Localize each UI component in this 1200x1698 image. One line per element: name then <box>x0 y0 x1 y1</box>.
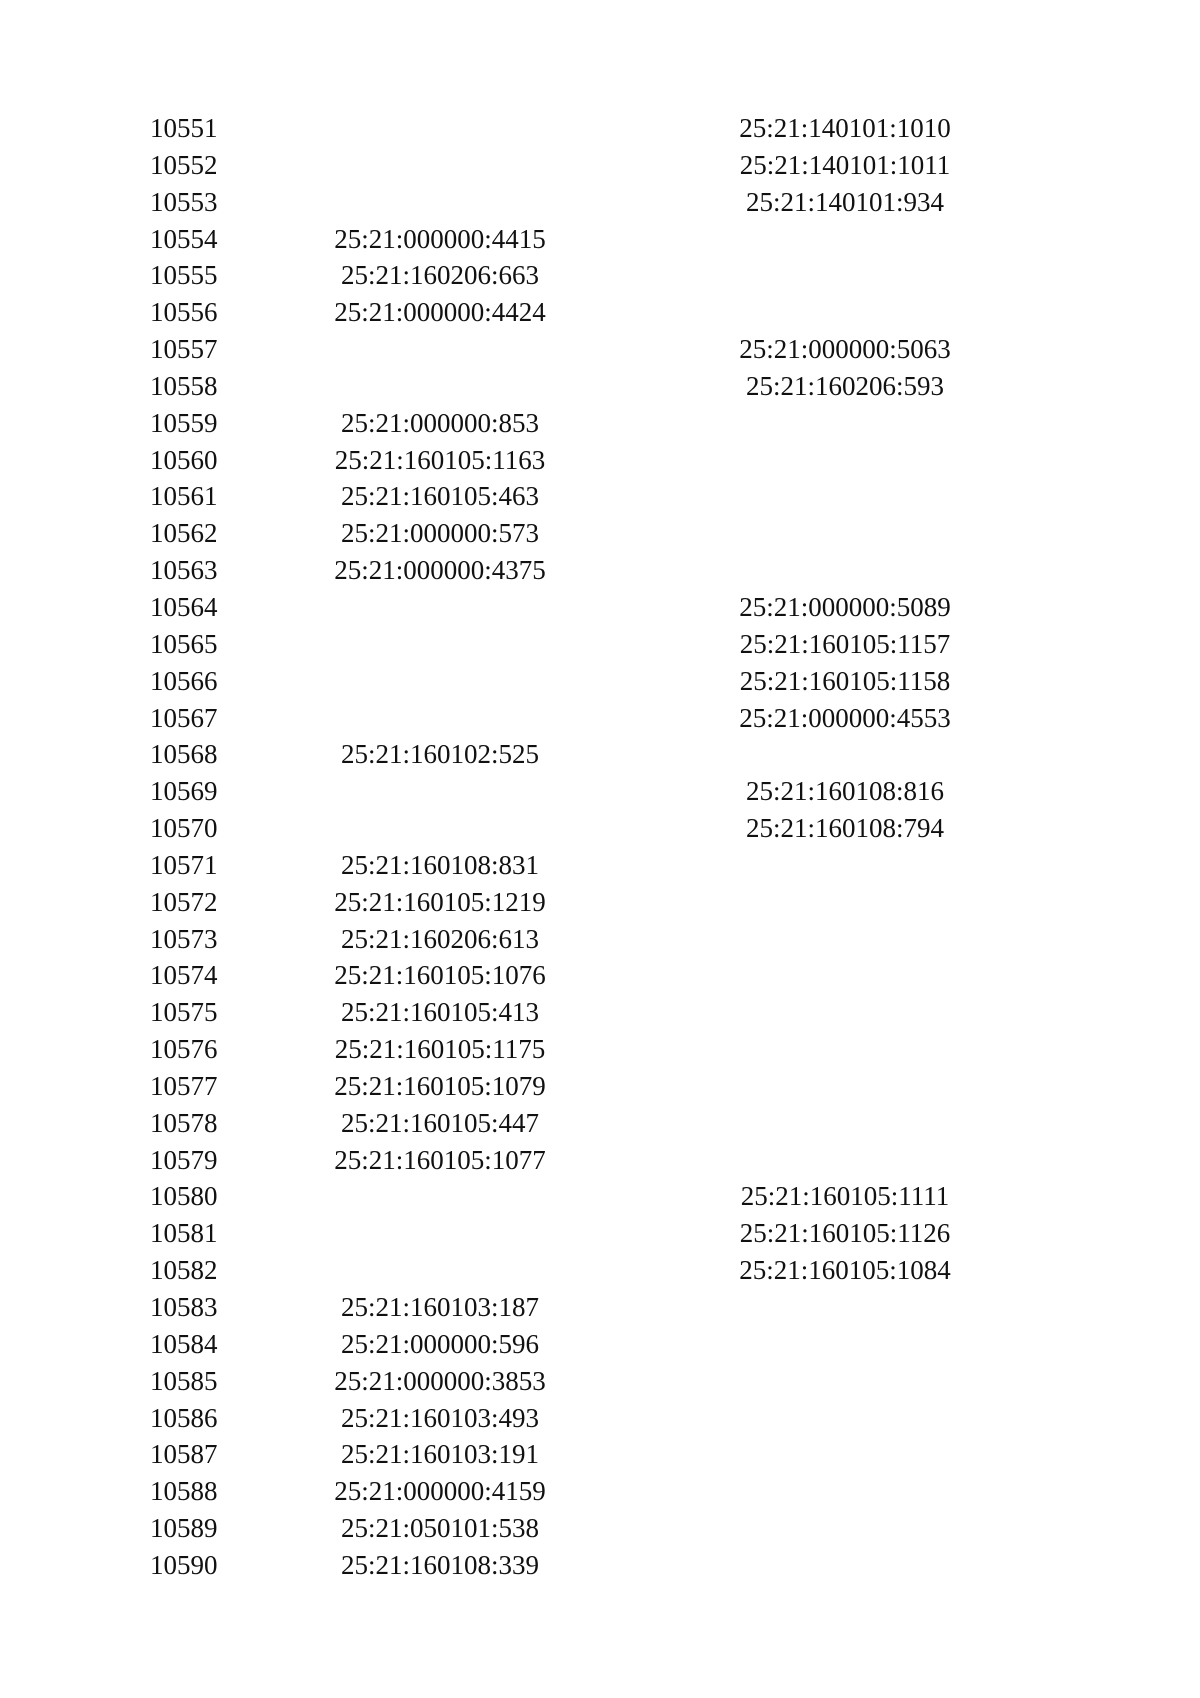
cadastral-number-col-a: 25:21:160206:613 <box>340 923 539 954</box>
row-number: 10553 <box>150 186 218 217</box>
cadastral-number-col-b: 25:21:160108:816 <box>745 776 944 807</box>
cadastral-number-col-a: 25:21:160105:413 <box>340 997 539 1028</box>
row-number: 10574 <box>150 960 218 991</box>
table-row <box>150 957 1050 994</box>
table-row <box>150 368 1050 405</box>
row-number: 10573 <box>150 923 218 954</box>
table-row <box>150 552 1050 589</box>
cadastral-number-col-b: 25:21:000000:5063 <box>739 334 951 365</box>
row-number: 10565 <box>150 628 218 659</box>
table-row <box>150 700 1050 737</box>
table-row <box>150 1289 1050 1326</box>
cadastral-number-col-a: 25:21:000000:3853 <box>334 1365 546 1396</box>
cadastral-number-col-a: 25:21:160105:1079 <box>334 1070 546 1101</box>
cadastral-number-col-b: 25:21:160105:1158 <box>739 665 951 696</box>
row-number: 10562 <box>150 518 218 549</box>
row-number: 10588 <box>150 1476 218 1507</box>
cadastral-number-col-a: 25:21:160103:187 <box>340 1292 539 1322</box>
table-row <box>150 884 1050 921</box>
table-row <box>150 442 1050 479</box>
row-number: 10587 <box>150 1439 218 1470</box>
table-row <box>150 589 1050 626</box>
row-number: 10551 <box>150 113 218 143</box>
cadastral-number-col-b: 25:21:140101:1011 <box>739 149 951 180</box>
row-number: 10561 <box>150 481 218 512</box>
row-number: 10585 <box>150 1365 218 1396</box>
cadastral-number-table <box>150 110 1050 1584</box>
row-number: 10558 <box>150 370 218 401</box>
row-number: 10566 <box>150 665 218 696</box>
row-number: 10575 <box>150 997 218 1028</box>
table-row <box>150 1400 1050 1437</box>
table-row <box>150 1252 1050 1289</box>
row-number: 10572 <box>150 886 218 917</box>
cadastral-number-col-a: 25:21:000000:4424 <box>334 297 546 328</box>
cadastral-number-col-a: 25:21:160105:463 <box>340 481 539 512</box>
row-number: 10586 <box>150 1402 218 1433</box>
row-number: 10568 <box>150 739 218 770</box>
cadastral-number-col-b: 25:21:000000:4553 <box>739 702 951 733</box>
table-row <box>150 1031 1050 1068</box>
row-number: 10589 <box>150 1513 218 1544</box>
cadastral-number-col-b: 25:21:000000:5089 <box>739 591 951 622</box>
table-row <box>150 331 1050 368</box>
table-row <box>150 515 1050 552</box>
table-row <box>150 184 1050 221</box>
cadastral-number-col-a: 25:21:160108:831 <box>340 849 539 880</box>
cadastral-number-col-a: 25:21:160105:1077 <box>334 1144 546 1175</box>
table-row <box>150 1436 1050 1473</box>
table-row <box>150 736 1050 773</box>
cadastral-number-col-a: 25:21:160105:1175 <box>334 1034 546 1065</box>
row-number: 10557 <box>150 334 218 365</box>
cadastral-number-col-a: 25:21:000000:853 <box>340 407 539 438</box>
row-number: 10567 <box>150 702 218 733</box>
table-row <box>150 257 1050 294</box>
table-row <box>150 810 1050 847</box>
row-number: 10554 <box>150 223 218 254</box>
table-row <box>150 147 1050 184</box>
row-number: 10555 <box>150 260 218 291</box>
table-row <box>150 663 1050 700</box>
cadastral-number-col-b: 25:21:160105:1126 <box>739 1218 951 1249</box>
cadastral-number-col-a: 25:21:160206:663 <box>340 260 539 291</box>
row-number: 10578 <box>150 1107 218 1138</box>
row-number: 10570 <box>150 813 218 844</box>
table-row <box>150 1178 1050 1215</box>
cadastral-number-col-a: 25:21:000000:4415 <box>334 223 546 254</box>
table-row <box>150 626 1050 663</box>
table-row <box>150 773 1050 810</box>
table-row <box>150 1473 1050 1510</box>
row-number: 10559 <box>150 407 218 438</box>
cadastral-number-col-b: 25:21:160105:1157 <box>739 628 951 659</box>
row-number: 10564 <box>150 591 218 622</box>
cadastral-number-col-a: 25:21:160105:1076 <box>334 960 546 991</box>
row-number: 10563 <box>150 555 218 586</box>
cadastral-number-col-a: 25:21:160105:1163 <box>334 444 546 475</box>
row-number: 10569 <box>150 776 218 807</box>
cadastral-number-col-b: 25:21:160105:1111 <box>740 1181 950 1212</box>
cadastral-number-col-a: 25:21:160105:447 <box>340 1107 539 1138</box>
cadastral-number-col-a: 25:21:000000:4375 <box>334 555 546 586</box>
row-number: 10577 <box>150 1070 218 1101</box>
row-number: 10584 <box>150 1328 218 1359</box>
table-row <box>150 405 1050 442</box>
row-number: 10580 <box>150 1181 218 1212</box>
table-row <box>150 110 1050 147</box>
cadastral-number-col-b: 25:21:160206:593 <box>745 370 944 401</box>
cadastral-number-col-a: 25:21:000000:596 <box>340 1328 539 1359</box>
cadastral-number-col-a: 25:21:160108:339 <box>340 1549 539 1580</box>
row-number: 10576 <box>150 1034 218 1065</box>
cadastral-number-col-b: 25:21:160105:1084 <box>739 1255 951 1286</box>
table-row <box>150 921 1050 958</box>
cadastral-number-col-a: 25:21:160102:525 <box>340 739 539 770</box>
row-number: 10583 <box>150 1292 218 1322</box>
cadastral-number-col-a: 25:21:160103:191 <box>340 1439 539 1470</box>
table-row <box>150 1510 1050 1547</box>
table-row <box>150 847 1050 884</box>
cadastral-number-col-b: 25:21:160108:794 <box>745 813 944 844</box>
row-number: 10590 <box>150 1549 218 1580</box>
row-number: 10571 <box>150 849 218 880</box>
cadastral-number-col-a: 25:21:160105:1219 <box>334 886 546 917</box>
cadastral-number-col-a: 25:21:000000:4159 <box>334 1476 546 1507</box>
table-row <box>150 1105 1050 1142</box>
table-row <box>150 1215 1050 1252</box>
table-row <box>150 294 1050 331</box>
cadastral-number-col-b: 25:21:140101:934 <box>745 186 944 217</box>
table-row <box>150 478 1050 515</box>
row-number: 10552 <box>150 149 218 180</box>
table-row <box>150 221 1050 258</box>
cadastral-number-col-a: 25:21:160103:493 <box>340 1402 539 1433</box>
cadastral-number-col-b: 25:21:140101:1010 <box>739 113 951 143</box>
row-number: 10579 <box>150 1144 218 1175</box>
cadastral-number-col-a: 25:21:050101:538 <box>340 1513 539 1544</box>
table-row <box>150 994 1050 1031</box>
table-row <box>150 1142 1050 1179</box>
table-row <box>150 1363 1050 1400</box>
row-number: 10556 <box>150 297 218 328</box>
cadastral-number-col-a: 25:21:000000:573 <box>340 518 539 549</box>
table-row <box>150 1068 1050 1105</box>
row-number: 10581 <box>150 1218 218 1249</box>
row-number: 10582 <box>150 1255 218 1286</box>
table-row <box>150 1547 1050 1584</box>
row-number: 10560 <box>150 444 218 475</box>
table-row <box>150 1326 1050 1363</box>
